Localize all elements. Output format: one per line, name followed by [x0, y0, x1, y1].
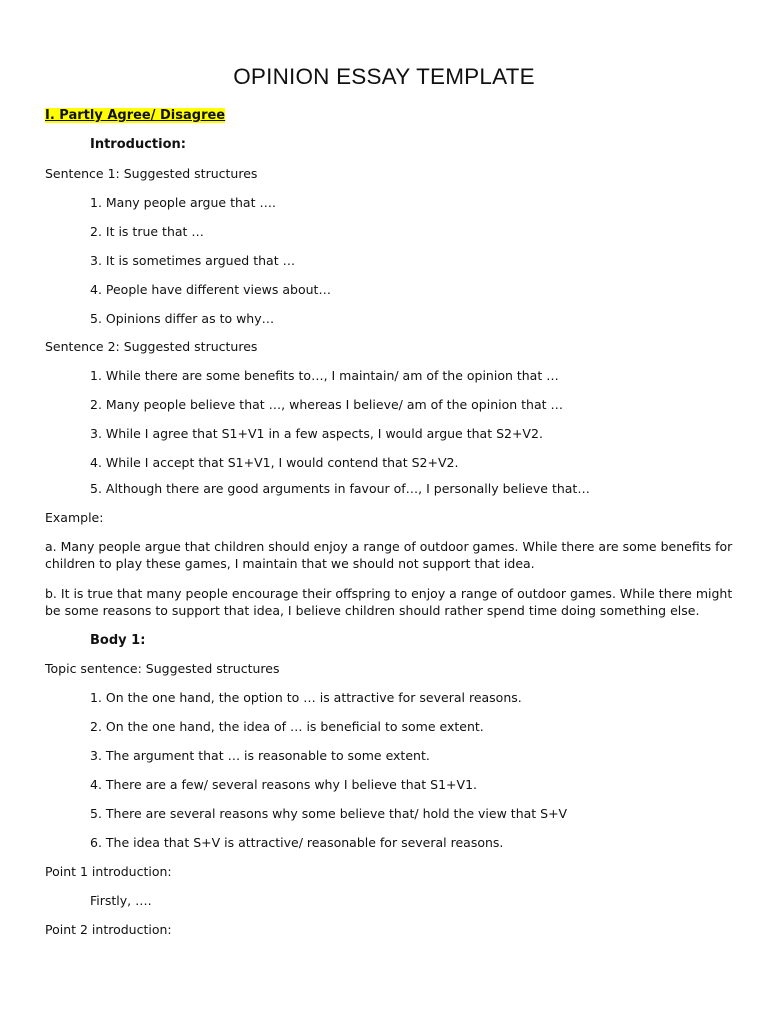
sentence2-item: 4. While I accept that S1+V1, I would contend that S2+V2.	[90, 455, 459, 470]
topic-item: 6. The idea that S+V is attractive/ reasonable for several reasons.	[90, 835, 504, 850]
example-b-line: be some reasons to support that idea, I believe children should rather spend time doing something else.	[45, 603, 700, 618]
sentence1-item: 3. It is sometimes argued that …	[90, 253, 296, 268]
example-label: Example:	[45, 510, 104, 525]
section-heading-text: I. Partly Agree/ Disagree	[45, 108, 226, 123]
point1-label: Point 1 introduction:	[45, 864, 172, 879]
example-b-line: b. It is true that many people encourage their offspring to enjoy a range of outdoor games. While there might	[45, 586, 733, 601]
sentence1-label: Sentence 1: Suggested structures	[45, 166, 258, 181]
topic-item: 1. On the one hand, the option to … is attractive for several reasons.	[90, 690, 522, 705]
example-a-line: a. Many people argue that children should enjoy a range of outdoor games. While there are some benefits for	[45, 539, 733, 554]
sentence1-item: 4. People have different views about…	[90, 282, 331, 297]
sentence2-item: 5. Although there are good arguments in favour of…, I personally believe that…	[90, 481, 590, 496]
sentence2-item: 1. While there are some benefits to…, I maintain/ am of the opinion that …	[90, 368, 559, 383]
document-title: OPINION ESSAY TEMPLATE	[233, 64, 535, 89]
introduction-heading: Introduction:	[90, 137, 186, 152]
sentence2-label: Sentence 2: Suggested structures	[45, 339, 258, 354]
body1-heading: Body 1:	[90, 633, 146, 648]
topic-label: Topic sentence: Suggested structures	[45, 661, 280, 676]
topic-item: 3. The argument that … is reasonable to some extent.	[90, 748, 430, 763]
section-heading	[45, 107, 225, 125]
sentence1-item: 1. Many people argue that ….	[90, 195, 276, 210]
sentence2-item: 2. Many people believe that …, whereas I believe/ am of the opinion that …	[90, 397, 564, 412]
sentence2-item: 3. While I agree that S1+V1 in a few aspects, I would argue that S2+V2.	[90, 426, 543, 441]
point1-text: Firstly, ….	[90, 893, 152, 908]
example-a-line: children to play these games, I maintain that we should not support that idea.	[45, 556, 535, 571]
sentence1-item: 5. Opinions differ as to why…	[90, 311, 275, 326]
sentence1-item: 2. It is true that …	[90, 224, 204, 239]
point2-label: Point 2 introduction:	[45, 922, 172, 937]
topic-item: 5. There are several reasons why some believe that/ hold the view that S+V	[90, 806, 568, 821]
topic-item: 4. There are a few/ several reasons why I believe that S1+V1.	[90, 777, 478, 792]
topic-item: 2. On the one hand, the idea of … is beneficial to some extent.	[90, 719, 484, 734]
